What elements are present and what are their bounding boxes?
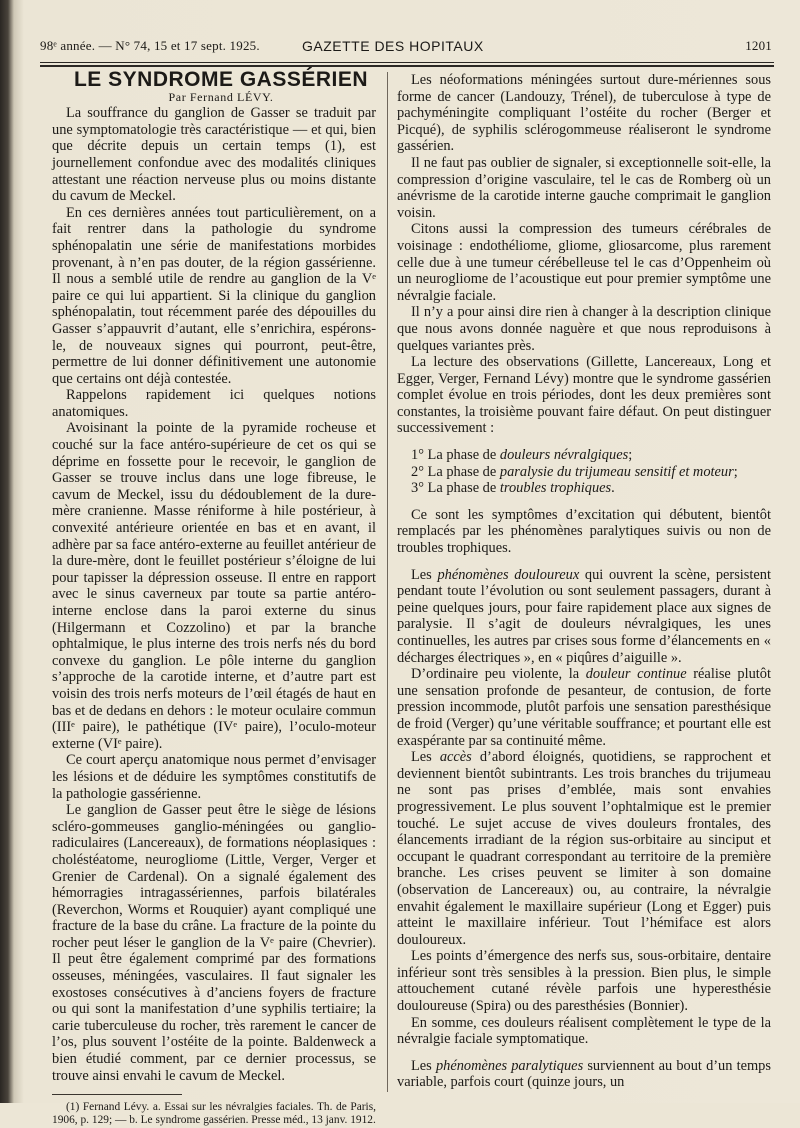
paragraph: Les points d’émergence des nerfs sus, sous-orbitaire, dentaire inférieur sont très sensibles à la pression. Bien plus, le simple attouchement cutané révèle parfois une hyperesthésie douloureuse (Spira) ou des paresthésies (Bonnier). xyxy=(397,948,771,1015)
paragraph: Avoisinant la pointe de la pyramide rocheuse et couché sur la face antéro-supérieure de cet os qui se déprime en fossette pour le recevoir, le ganglion de Gasser se trouve inclus dans une loge fibreuse, le cavum de Meckel, issu du dédoublement de la dure-mère cranienne. Masse réniforme à hile postérieur, à convexité antérieure orientée en bas et en avant, il adhère par sa face antéro-externe au feuillet antérieur de la dure-mère, dont le feuillet postérieur s’éloigne de lui pour tapisser la dépression osseuse. Il entre en rapport avec le sinus caverneux par toute sa partie antéro-interne enclose dans la paroi externe du sinus (Hilgermann et Cozzolino) et par la branche ophtalmique, le plus interne des trois nerfs nés du bord convexe du ganglion. Le pôle interne du ganglion s’approche de la carotide interne, et d’autre part est voisin des trois nerfs moteurs de l’œil étagés de haut en bas et de dedans en dehors : le moteur oculaire commun (IIIᵉ paire), le pathétique (IVᵉ paire), l’oculo-moteur externe (VIᵉ paire). xyxy=(52,420,376,752)
paragraph: En ces dernières années tout particulièrement, on a fait rentrer dans la pathologie du syndrome sphénopalatin une série de manifestations morbides provenant, à n’en pas douter, de la région gassérienne. Il nous a semblé utile de rendre au ganglion de la Vᵉ paire ce qui lui appartient. Si la clinique du ganglion sphénopalatin, tout récemment parée des dépouilles du Gasser s’appauvrit d’autant, elle s’enrichira, espérons-le, de nouveaux signes qui pourront, peut-être, permettre de lui donner définitivement une autonomie que certains ont déjà contestée. xyxy=(52,204,376,387)
paragraph: Les néoformations méningées surtout dure-mériennes sous forme de cancer (Landouzy, Trénel), de tuberculose à type de pachyméningite compliquant l’ostéite du rocher (Berger et Picqué), de syphilis sclérogommeuse réaliseront le syndrome gassérien. xyxy=(397,72,771,155)
phase-item: 2° La phase de paralysie du trijumeau sensitif et moteur; xyxy=(411,463,738,480)
phase-item: 3° La phase de troubles trophiques. xyxy=(411,480,615,497)
paragraph: Le ganglion de Gasser peut être le siège de lésions scléro-gommeuses ganglio-méningées ou ganglio-radiculaires (Lancereaux), de formations néoplasiques : choléstéatome, neurogliome (Little, Verger, Verger et Grenier de Cardenal). On a signalé également des hémorragies intragassériennes, parfois bilatérales (Reverchon, Worms et Rouquier) ayant compliqué une fracture de la base du crâne. La fracture de la pointe du rocher peut léser le ganglion de la Vᵉ paire (Chevrier). Il peut être également comprimé par des formations osseuses, méningées, vasculaires. Il faut signaler les exostoses consécutives à d’anciens foyers de fracture ou qui sont la manifestation d’une syphilis tertiaire; la carie tuberculeuse du rocher, très rarement le cancer de l’os, plus souvent l’ostéite de la pointe. Baldenweck a bien étudié comment, par ce dernier processus, se trouve ainsi envahi le cavum de Meckel. xyxy=(52,802,376,1084)
paragraph: Il n’y a pour ainsi dire rien à changer à la description clinique que nous avons donnée naguère et que nous reproduisons à quelques variantes près. xyxy=(397,304,771,354)
footnote-rule xyxy=(52,1094,182,1095)
article-byline: Par Fernand LÉVY. xyxy=(168,89,274,104)
paragraph: Les phénomènes douloureux qui ouvrent la scène, persistent pendant toute l’évolution ou sont seulement passagers, durant à peine quelques jours, pour faire rapidement place aux signes de paralysie. Il s’agit de douleurs névralgiques, les unes continuelles, les autres par crises sous forme d’élancements en « décharges électriques », en « piqûres d’aiguille ». xyxy=(397,566,771,666)
page-header xyxy=(40,38,772,58)
paragraph: Les accès d’abord éloignés, quotidiens, se rapprochent et deviennent bientôt subintrants. Les trois branches du trijumeau ne sont pas prises d’emblée, mais sont envahies progressivement. Le plus souvent l’ophtalmique est le premier touché. Le sujet accuse de vives douleurs frontales, des élancements irradiant de la région sus-orbitaire au sinciput et occupant le quadrant correspondant au territoire de la première branche. Les crises peuvent se limiter à son domaine (observation de Lancereaux) ou, au contraire, la névralgie envahit également le maxillaire supérieur (Long et Egger) puis atteint le maxillaire inférieur. Tout l’hémiface est alors douloureux. xyxy=(397,749,771,948)
journal-title: GAZETTE DES HOPITAUX xyxy=(302,38,484,54)
paragraph: D’ordinaire peu violente, la douleur continue réalise plutôt une sensation profonde de pesanteur, de contusion, de forte pression incommode, plutôt parfois une sensation paresthésique de froid (Verger) qu’une véritable souffrance; et pourtant elle est exaspérante par sa continuité même. xyxy=(397,666,771,749)
phase-item: 1° La phase de douleurs névralgiques; xyxy=(411,447,633,464)
column-divider xyxy=(387,72,388,1092)
paragraph: Citons aussi la compression des tumeurs cérébrales de voisinage : endothéliome, gliome, gliosarcome, plus rarement celle due à une tumeur cérébelleuse tel le cas d’Oppenheim où un neurogliome de l’acoustique eut pour premier symptôme une névralgie faciale. xyxy=(397,221,771,304)
paragraph: La souffrance du ganglion de Gasser se traduit par une symptomatologie très caractéristique — et qui, bien que décrite depuis un certain temps (1), est journellement confondue avec des modalités cliniques attestant une réaction nerveuse plus ou moins distante du cavum de Meckel. xyxy=(52,105,376,205)
issue-info: 98ᵉ année. — N° 74, 15 et 17 sept. 1925. xyxy=(40,38,260,53)
header-rule-thick xyxy=(40,65,774,67)
left-column xyxy=(52,68,376,1128)
paragraph: La lecture des observations (Gillette, Lancereaux, Long et Egger, Verger, Fernand Lévy) montre que le syndrome gassérien complet évolue en trois périodes, dont les deux premières sont constantes, la troisième pouvant faire défaut. On peut distinguer successivement : xyxy=(397,354,771,437)
right-column xyxy=(397,72,771,1091)
page-number: 1201 xyxy=(745,38,772,53)
paragraph: Rappelons rapidement ici quelques notions anatomiques. xyxy=(52,387,376,420)
paragraph: En somme, ces douleurs réalisent complètement le type de la névralgie faciale symptomatique. xyxy=(397,1014,771,1048)
paragraph: Il ne faut pas oublier de signaler, si exceptionnelle soit-elle, la compression d’origine vasculaire, tel le cas de Romberg où un anévrisme de la carotide interne gauche comprimait le ganglion voisin. xyxy=(397,154,771,221)
paragraph: Ce court aperçu anatomique nous permet d’envisager les lésions et de déduire les symptômes constitutifs de la pathologie gassérienne. xyxy=(52,752,376,802)
footnote: (1) Fernand Lévy. a. Essai sur les névralgies faciales. Th. de Paris, 1906, p. 129; — b. Le syndrome gassérien. Presse méd., 13 janv. 1912. xyxy=(52,1101,376,1127)
header-rule xyxy=(40,62,774,63)
paragraph: Ce sont les symptômes d’excitation qui débutent, bientôt remplacés par les phénomènes paralytiques suivis ou non de troubles trophiques. xyxy=(397,506,771,557)
article-title: LE SYNDROME GASSÉRIEN xyxy=(73,68,369,91)
paragraph: Les phénomènes paralytiques surviennent au bout d’un temps variable, parfois court (quinze jours, un xyxy=(397,1057,771,1091)
